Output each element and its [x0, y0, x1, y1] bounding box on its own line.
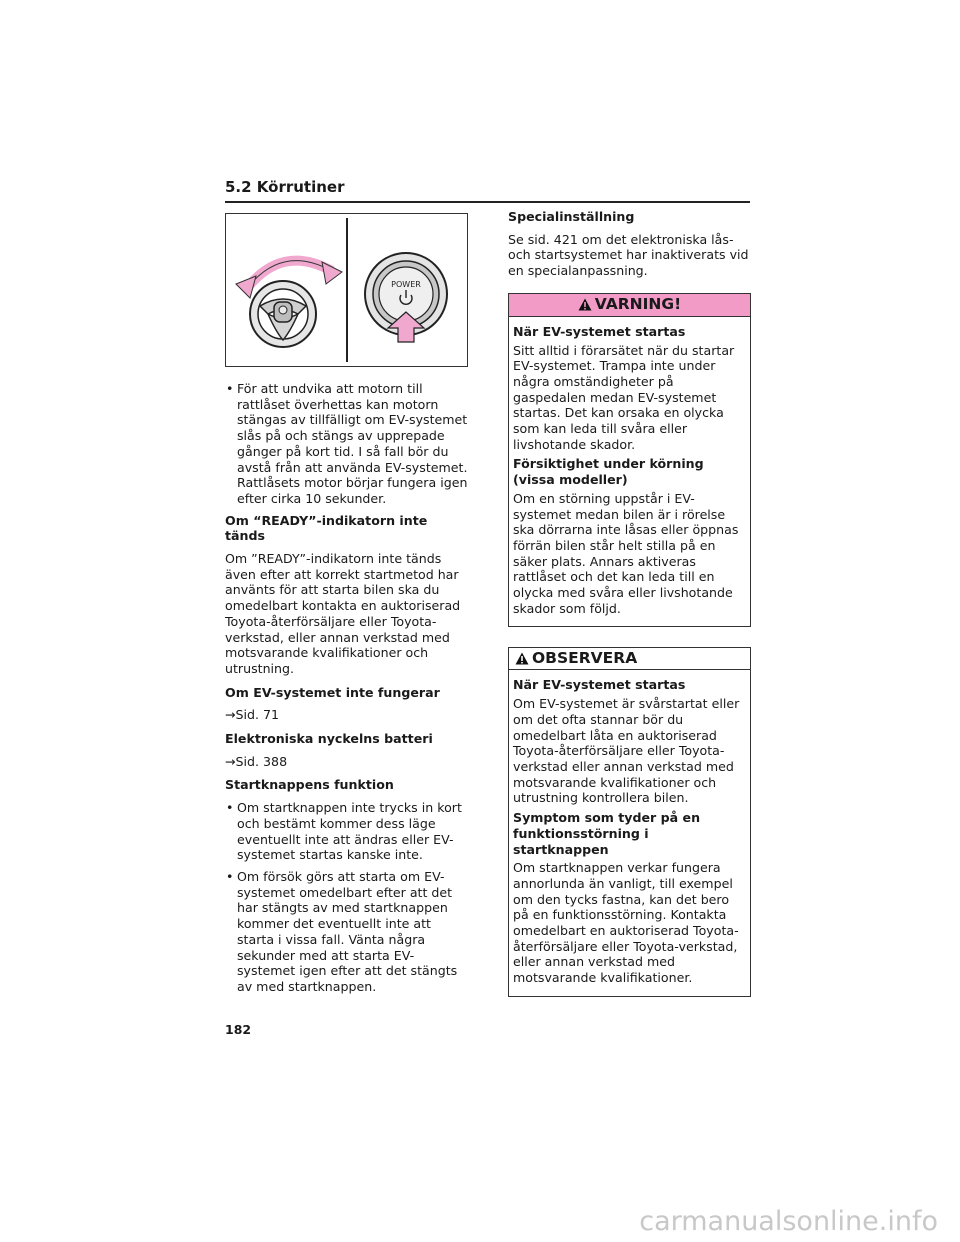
- warning-box: [508, 293, 751, 628]
- ev-heading: Om EV-systemet inte fungerar: [225, 684, 440, 700]
- notice-title: OBSERVERA: [532, 649, 638, 668]
- notice-header: [509, 648, 750, 670]
- special-heading: Specialinställning: [508, 209, 635, 224]
- ev-page-link[interactable]: →Sid. 71: [225, 707, 280, 723]
- notice-body: [509, 670, 750, 995]
- warning-text-2: Om en störning uppstår i EV-systemet medan bilen är i rörelse ska dörrarna inte låsas eller öppnas förrän bilen står helt stilla på en säker plats. Annars aktiveras rattlåset och det kan leda till en olycka med svåra eller livshotande skador som följd.: [513, 490, 739, 616]
- warning-subheading-2: Försiktighet under körning (vissa modeller): [513, 456, 704, 488]
- bullet-list-2: [225, 800, 468, 994]
- notice-subheading-1: När EV-systemet startas: [513, 677, 686, 693]
- warning-header: [509, 294, 750, 317]
- section-header: [225, 178, 750, 203]
- list-item: • Om startknappen inte trycks in kort och bestämt kommer dess läge eventuellt inte att ändras eller EV-systemet startas kanske inte.: [225, 800, 468, 863]
- warning-body: [509, 317, 750, 627]
- list-item: • Om försök görs att starta om EV-systemet omedelbart efter att det har stängts av med startknappen kommer det eventuellt inte att starta i vissa fall. Vänta några sekunder med att starta EV-systemet igen efter att det stängts av med startknappen.: [225, 869, 468, 995]
- right-column: [508, 209, 751, 1017]
- warning-subheading-1: När EV-systemet startas: [513, 323, 686, 339]
- page-number: 182: [225, 1022, 252, 1037]
- header-rule: [225, 201, 750, 203]
- warning-text-1: Sitt alltid i förarsätet när du startar EV-systemet. Trampa inte under några omständigheter på gaspedalen medan EV-systemet startas. Det kan orsaka en olycka som kan leda till svåra eller livshotande skador.: [513, 342, 735, 452]
- key-battery-heading: Elektroniska nyckelns batteri: [225, 731, 433, 747]
- ready-text: Om ”READY”-indikatorn inte tänds även efter att korrekt startmetod har använts för att starta bilen ska du omedelbart kontakta en auktoriserad Toyota-återförsäljare eller Toyota-verkstad, eller annan verkstad med motsvarande kvalifikationer och utrustning.: [225, 551, 461, 676]
- notice-text-1: Om EV-systemet är svårstartat eller om det ofta stannar bör du omedelbart låta en auktoriserad Toyota-återförsäljare eller Toyota-verkstad eller annan verkstad med motsvarande kvalifikationer och utrustning kontrollera bilen.: [513, 696, 740, 806]
- steering-lock-illustration: [225, 213, 468, 367]
- special-text: Se sid. 421 om det elektroniska lås- och startsystemet har inaktiverats vid en specialanpassning.: [508, 231, 749, 279]
- svg-text:POWER: POWER: [391, 280, 421, 289]
- steering-wheel-icon: [250, 281, 316, 347]
- notice-box: [508, 647, 751, 996]
- left-column: [225, 213, 468, 1001]
- bullet-list-1: [225, 381, 468, 507]
- list-item: • För att undvika att motorn till rattlåset överhettas kan motorn stängas av tillfälligt om EV-systemet slås på och stängs av upprepade gånger på kort tid. I så fall bör du avstå från att använda EV-systemet. Rattlåsets motor börjar fungera igen efter cirka 10 sekunder.: [225, 381, 468, 507]
- key-battery-page-link[interactable]: →Sid. 388: [225, 753, 288, 769]
- ready-heading: Om “READY”-indikatorn inte tänds: [225, 512, 428, 544]
- start-button-heading: Startknappens funktion: [225, 777, 394, 793]
- notice-text-2: Om startknappen verkar fungera annorlunda än vanligt, till exempel om den tycks fastna, kan det bero på en funktionsstörning. Kontakta omedelbart en auktoriserad Toyota-återförsäljare eller Toyota-verkstad, eller annan verkstad med motsvarande kvalifikationer.: [513, 860, 739, 986]
- steering-wheel-power-button-graphic: [226, 214, 467, 366]
- caution-triangle-icon: [515, 652, 529, 665]
- warning-title: VARNING!: [594, 294, 682, 313]
- watermark: carmanualsonline.info: [639, 1206, 938, 1237]
- warning-triangle-icon: [578, 298, 592, 311]
- notice-subheading-2: Symptom som tyder på en funktionsstörning i startknappen: [513, 810, 701, 857]
- section-title: 5.2 Körrutiner: [225, 178, 345, 196]
